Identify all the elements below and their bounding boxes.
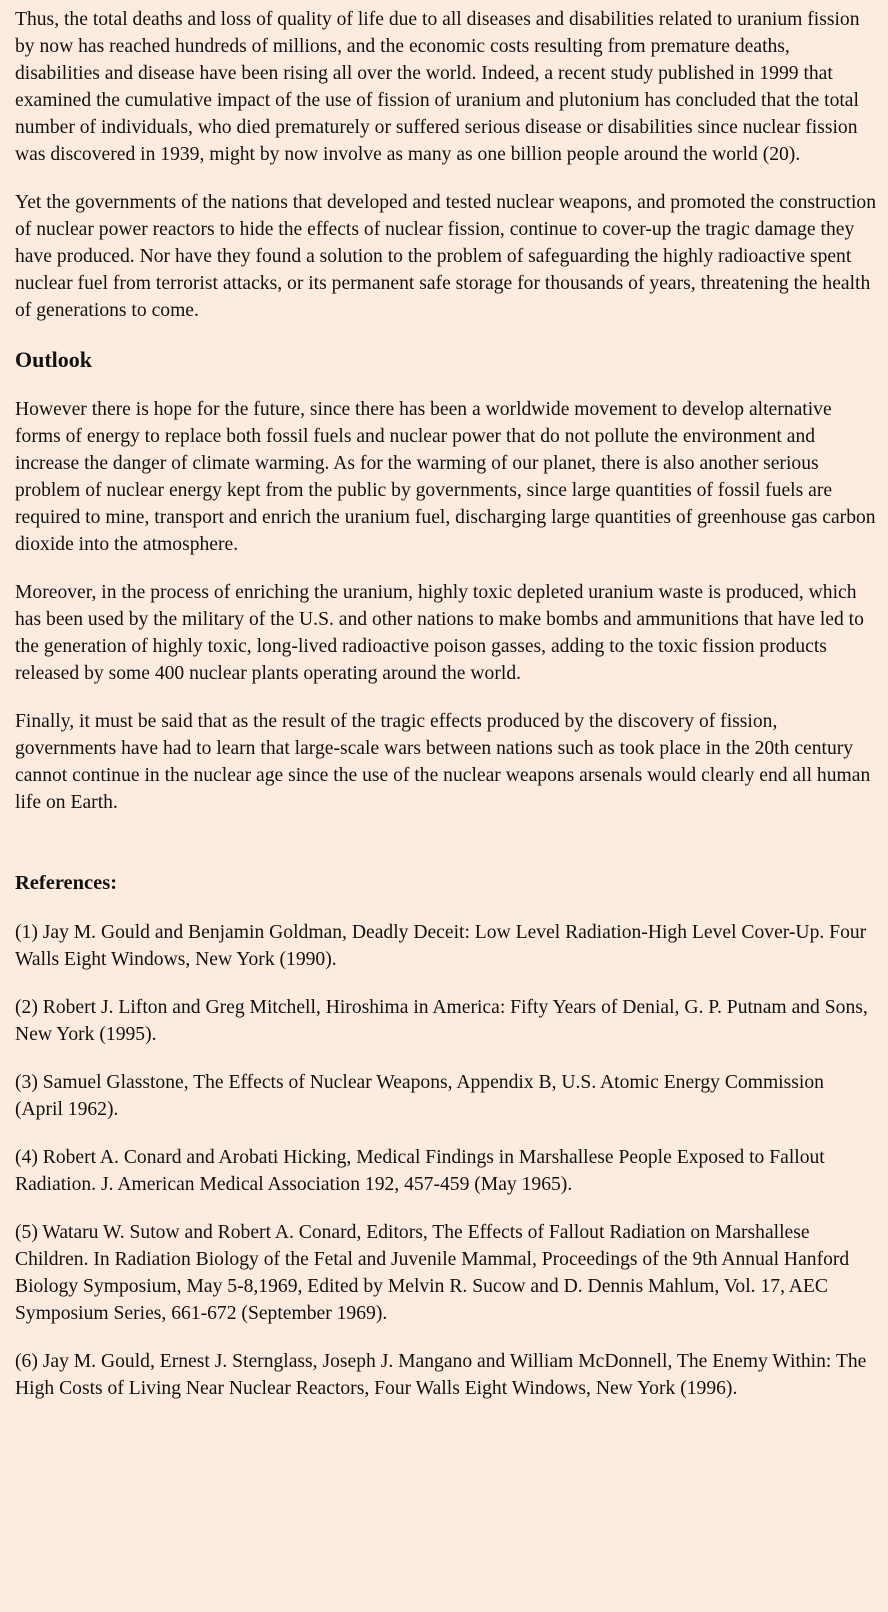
paragraph-finally: Finally, it must be said that as the result of the tragic effects produced by the discovery of fission, governments have had to learn that large-scale wars between nations such as took place in the 20th century cannot continue in the nuclear age since the use of the nuclear weapons arsenals would clearly end all human life on Earth. [15, 711, 871, 813]
outlook-heading: Outlook [15, 347, 93, 372]
reference-item: (6) Jay M. Gould, Ernest J. Sternglass, Joseph J. Mangano and William McDonnell, The Enemy Within: The High Costs of Living Near Nuclear Reactors, Four Walls Eight Windows, New York (1996). [15, 1351, 867, 1399]
reference-item: (1) Jay M. Gould and Benjamin Goldman, Deadly Deceit: Low Level Radiation-High Level Cover-Up. Four Walls Eight Windows, New York (1990). [15, 922, 867, 970]
reference-item: (3) Samuel Glasstone, The Effects of Nuclear Weapons, Appendix B, U.S. Atomic Energy Commission (April 1962). [15, 1072, 824, 1120]
reference-item: (5) Wataru W. Sutow and Robert A. Conard, Editors, The Effects of Fallout Radiation on Marshallese Children. In Radiation Biology of the Fetal and Juvenile Mammal, Proceedings of the 9th Annual Hanford Biology Symposium, May 5-8,1969, Edited by Melvin R. Sucow and D. Dennis Mahlum, Vol. 17, AEC Symposium Series, 661-672 (September 1969). [15, 1222, 850, 1324]
section-spacer [15, 837, 876, 868]
references-heading: References: [15, 872, 118, 894]
reference-item: (4) Robert A. Conard and Arobati Hicking, Medical Findings in Marshallese People Exposed to Fallout Radiation. J. American Medical Association 192, 457-459 (May 1965). [15, 1147, 825, 1195]
reference-item: (2) Robert J. Lifton and Greg Mitchell, Hiroshima in America: Fifty Years of Denial, G. P. Putnam and Sons, New York (1995). [15, 997, 868, 1045]
paragraph-total-deaths: Thus, the total deaths and loss of quality of life due to all diseases and disabilities related to uranium fission by now has reached hundreds of millions, and the economic costs resulting from premature deaths, disabilities and disease have been rising all over the world. Indeed, a recent study published in 1999 that examined the cumulative impact of the use of fission of uranium and plutonium has concluded that the total number of individuals, who died prematurely or suffered serious disease or disabilities since nuclear fission was discovered in 1939, might by now involve as many as one billion people around the world (20). [15, 9, 860, 165]
paragraph-government-cover-up: Yet the governments of the nations that developed and tested nuclear weapons, and promoted the construction of nuclear power reactors to hide the effects of nuclear fission, continue to cover-up the tragic damage they have produced. Nor have they found a solution to the problem of safeguarding the highly radioactive spent nuclear fuel from terrorist attacks, or its permanent safe storage for thousands of years, threatening the health of generations to come. [15, 192, 876, 321]
references-section [15, 868, 876, 1402]
paragraph-hope-for-future: However there is hope for the future, since there has been a worldwide movement to develop alternative forms of energy to replace both fossil fuels and nuclear power that do not pollute the environment and increase the danger of climate warming. As for the warming of our planet, there is also another serious problem of nuclear energy kept from the public by governments, since large quantities of fossil fuels are required to mine, transport and enrich the uranium fuel, discharging large quantities of greenhouse gas carbon dioxide into the atmosphere. [15, 399, 876, 555]
paragraph-depleted-uranium: Moreover, in the process of enriching the uranium, highly toxic depleted uranium waste is produced, which has been used by the military of the U.S. and other nations to make bombs and ammunitions that have led to the generation of highly toxic, long-lived radioactive poison gasses, adding to the toxic fission products released by some 400 nuclear plants operating around the world. [15, 582, 864, 684]
